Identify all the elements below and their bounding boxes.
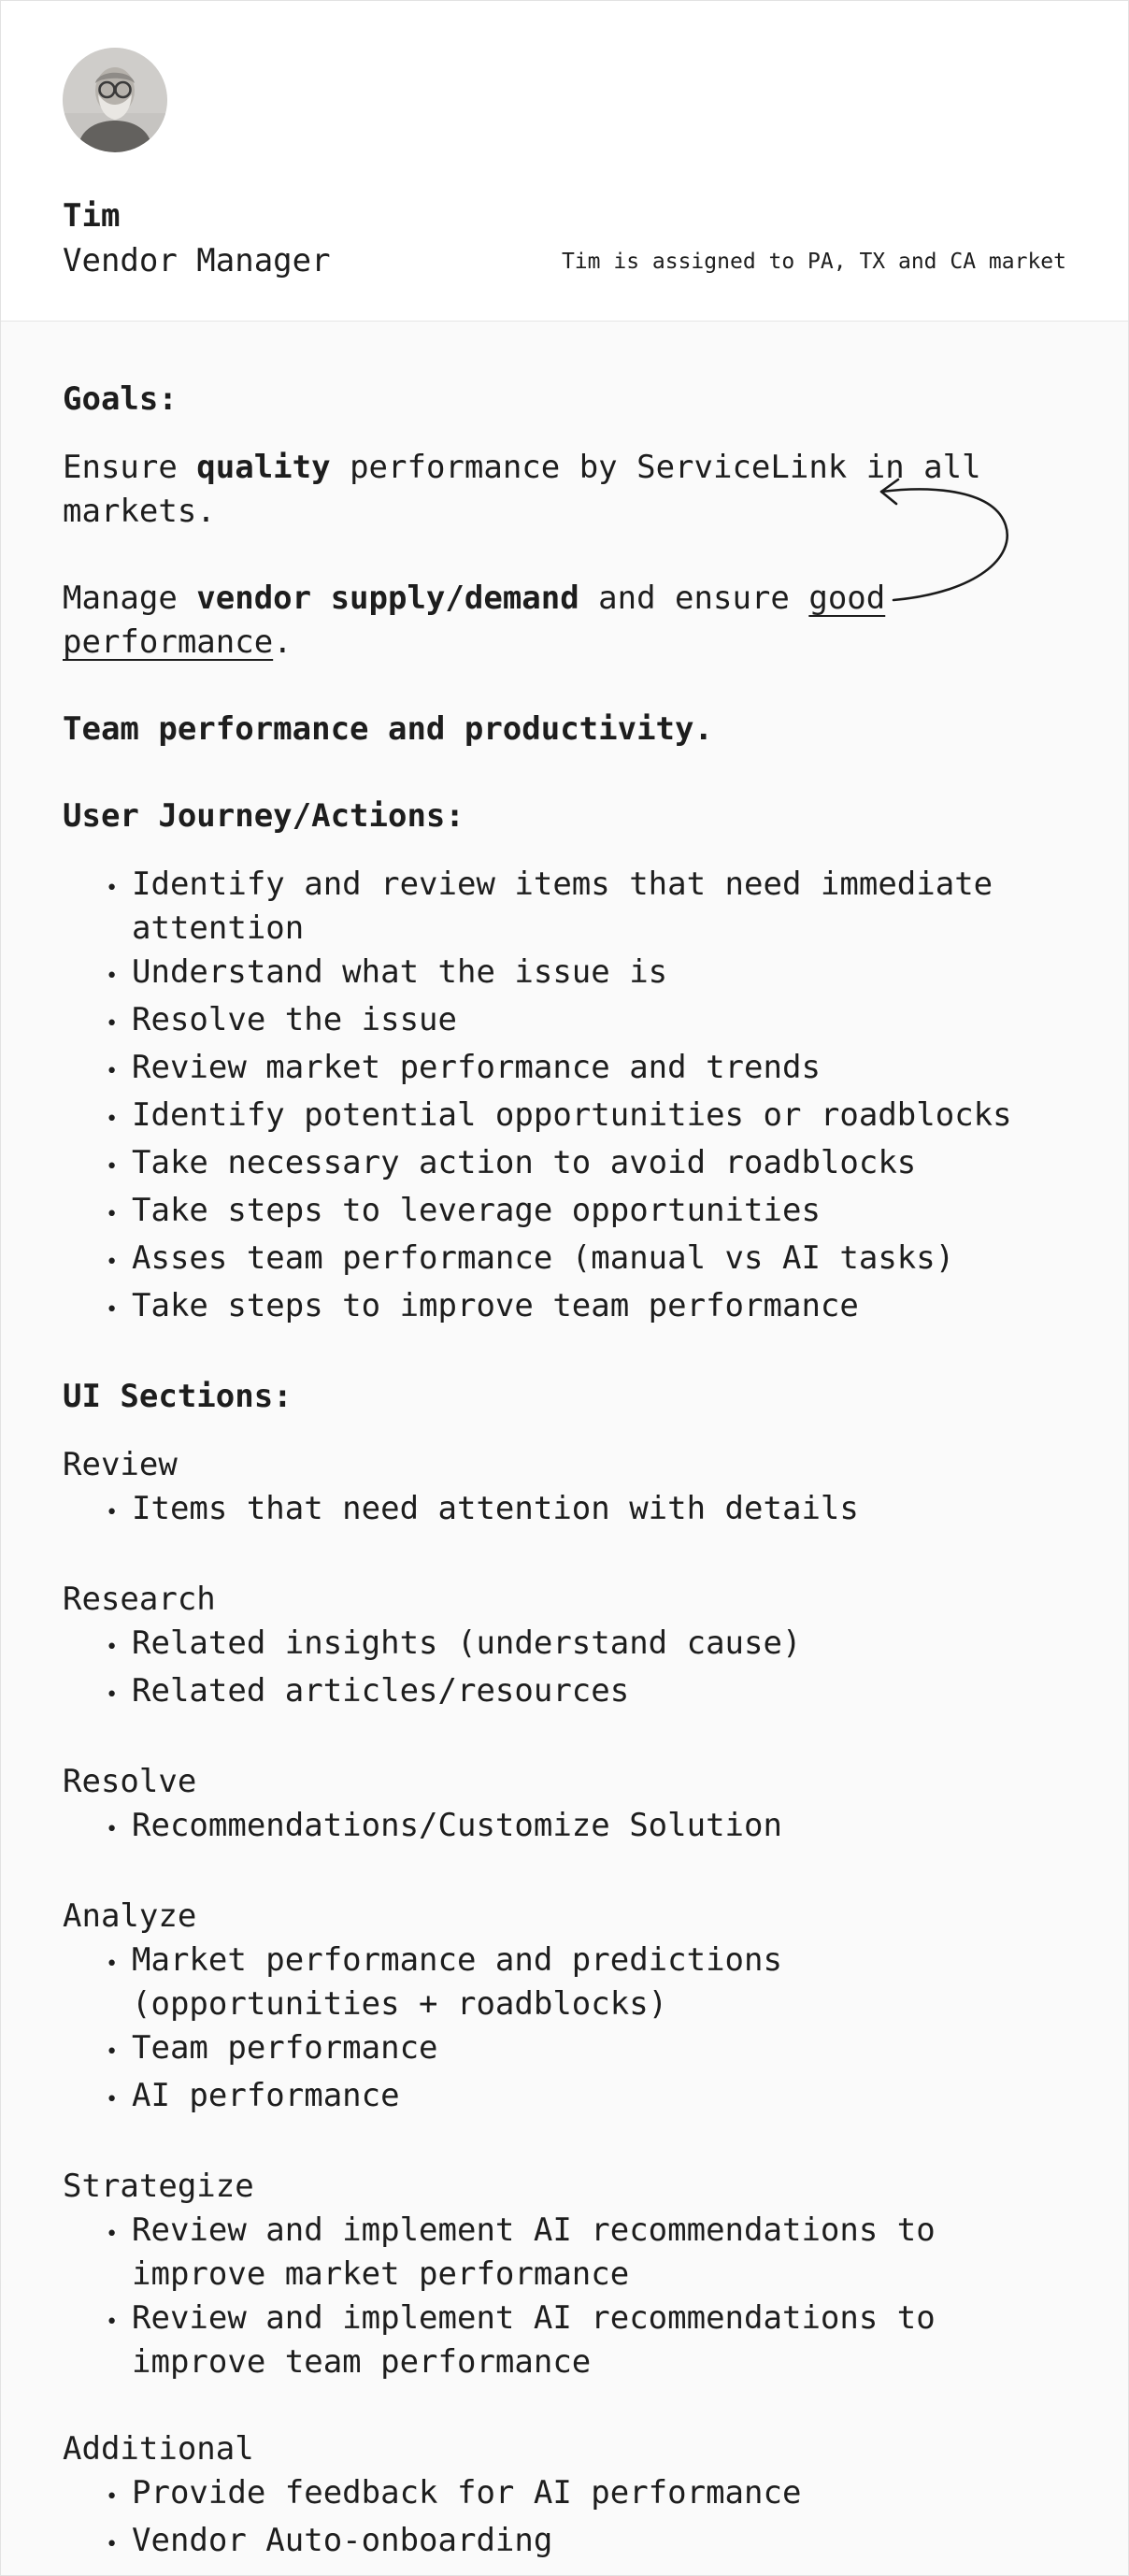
ui-group-list [63, 1487, 1053, 1535]
bullet-icon: • [106, 2485, 119, 2509]
bullet-icon: • [106, 2040, 119, 2064]
bullet-icon: • [106, 1108, 119, 1131]
bullet-icon: • [106, 1683, 119, 1707]
goal-paragraph [63, 708, 1053, 751]
journey-item-text: Identify potential opportunities or roadblocks [132, 1096, 1012, 1134]
ui-group-review [63, 1443, 1053, 1535]
journey-item [63, 1189, 1053, 1237]
journey-item-text: Understand what the issue is [132, 953, 668, 991]
journey-item-text: Take necessary action to avoid roadblocks [132, 1144, 917, 1181]
persona-name: Tim [63, 197, 121, 235]
goals-section [63, 378, 1053, 751]
header-identity-row [63, 193, 1066, 283]
ui-group-label: Review [63, 1446, 178, 1483]
user-journey-heading: User Journey/Actions: [63, 797, 464, 835]
bullet-icon: • [106, 2533, 119, 2556]
bullet-icon: • [106, 1251, 119, 1274]
bullet-icon: • [106, 965, 119, 988]
ui-item-text: Items that need attention with details [132, 1490, 859, 1527]
assignment-note: Tim is assigned to PA, TX and CA market [561, 250, 1066, 274]
ui-item-text: Provide feedback for AI performance [132, 2474, 802, 2512]
ui-group-label: Analyze [63, 1897, 197, 1935]
persona-role: Vendor Manager [63, 242, 331, 279]
journey-item [63, 998, 1053, 1046]
ui-group-list [63, 1622, 1053, 1717]
ui-item [63, 2074, 1053, 2122]
journey-item-text: Take steps to leverage opportunities [132, 1192, 821, 1229]
text-segment: quality [196, 449, 331, 486]
ui-item-text: Market performance and predictions (opportunities + roadblocks) [132, 1941, 782, 2023]
ui-group-label: Strategize [63, 2168, 254, 2205]
goals-paragraphs [63, 446, 1053, 751]
journey-item [63, 951, 1053, 998]
avatar [63, 48, 167, 152]
ui-group-label: Resolve [63, 1763, 197, 1800]
bullet-icon: • [106, 1298, 119, 1322]
user-journey-list [63, 863, 1053, 1332]
ui-item-text: Related articles/resources [132, 1672, 630, 1710]
ui-section-groups [63, 1443, 1053, 2567]
bullet-icon: • [106, 1953, 119, 1976]
journey-item-text: Review market performance and trends [132, 1049, 821, 1086]
journey-item-text: Take steps to improve team performance [132, 1287, 859, 1324]
ui-item [63, 2209, 1053, 2297]
ui-sections-heading: UI Sections: [63, 1378, 293, 1415]
text-segment: Ensure [63, 449, 197, 486]
journey-item [63, 863, 1053, 951]
journey-item [63, 1237, 1053, 1284]
avatar-portrait-image [63, 48, 167, 152]
ui-item [63, 1669, 1053, 1717]
ui-group-analyze [63, 1895, 1053, 2122]
bullet-icon: • [106, 2223, 119, 2246]
ui-item-text: Review and implement AI recommendations to improve market performance [132, 2211, 936, 2293]
text-segment: Manage [63, 580, 197, 617]
goal-paragraph [63, 446, 1053, 534]
ui-group-list [63, 2209, 1053, 2384]
ui-item [63, 2471, 1053, 2519]
text-segment: Team performance and productivity. [63, 710, 713, 748]
user-journey-section [63, 794, 1053, 1332]
bullet-icon: • [106, 1636, 119, 1659]
journey-item-text: Identify and review items that need immediate attention [132, 866, 993, 947]
bullet-icon: • [106, 1060, 119, 1083]
ui-item-text: AI performance [132, 2077, 400, 2114]
bullet-icon: • [106, 1818, 119, 1841]
ui-item-text: Team performance [132, 2029, 438, 2067]
persona-header [1, 1, 1128, 322]
text-segment: vendor supply/demand [196, 580, 579, 617]
text-segment: performance by ServiceLink in all markets. [63, 449, 981, 530]
ui-item [63, 2026, 1053, 2074]
ui-group-list [63, 1804, 1053, 1852]
goal-paragraph [63, 577, 1053, 665]
ui-item [63, 2297, 1053, 2384]
ui-item [63, 1939, 1053, 2026]
bullet-icon: • [106, 1012, 119, 1036]
goals-heading: Goals: [63, 380, 178, 418]
bullet-icon: • [106, 877, 119, 900]
ui-item [63, 1804, 1053, 1852]
bullet-icon: • [106, 2088, 119, 2111]
ui-group-research [63, 1578, 1053, 1717]
journey-item [63, 1141, 1053, 1189]
journey-item [63, 1094, 1053, 1141]
ui-sections-section [63, 1375, 1053, 2567]
ui-item-text: Related insights (understand cause) [132, 1624, 802, 1662]
bullet-icon: • [106, 1203, 119, 1226]
bullet-icon: • [106, 1501, 119, 1524]
ui-item-text: Recommendations/Customize Solution [132, 1807, 782, 1844]
ui-item-text: Review and implement AI recommendations to improve team performance [132, 2299, 936, 2381]
ui-group-list [63, 2471, 1053, 2567]
journey-item-text: Resolve the issue [132, 1001, 457, 1038]
text-segment: . [273, 623, 293, 661]
ui-group-strategize [63, 2165, 1053, 2384]
text-segment: and ensure [579, 580, 809, 617]
ui-group-additional [63, 2427, 1053, 2567]
identity-block [63, 193, 331, 283]
journey-item [63, 1284, 1053, 1332]
ui-item [63, 1487, 1053, 1535]
ui-group-label: Additional [63, 2430, 254, 2468]
ui-group-list [63, 1939, 1053, 2122]
bullet-icon: • [106, 2311, 119, 2334]
persona-content [1, 322, 1128, 2576]
ui-item [63, 2519, 1053, 2567]
ui-item [63, 1622, 1053, 1669]
journey-item [63, 1046, 1053, 1094]
ui-item-text: Vendor Auto-onboarding [132, 2522, 553, 2559]
ui-group-label: Research [63, 1581, 216, 1618]
bullet-icon: • [106, 1155, 119, 1179]
journey-item-text: Asses team performance (manual vs AI tasks) [132, 1239, 955, 1277]
ui-group-resolve [63, 1760, 1053, 1852]
text-segment: good performance [63, 580, 886, 661]
